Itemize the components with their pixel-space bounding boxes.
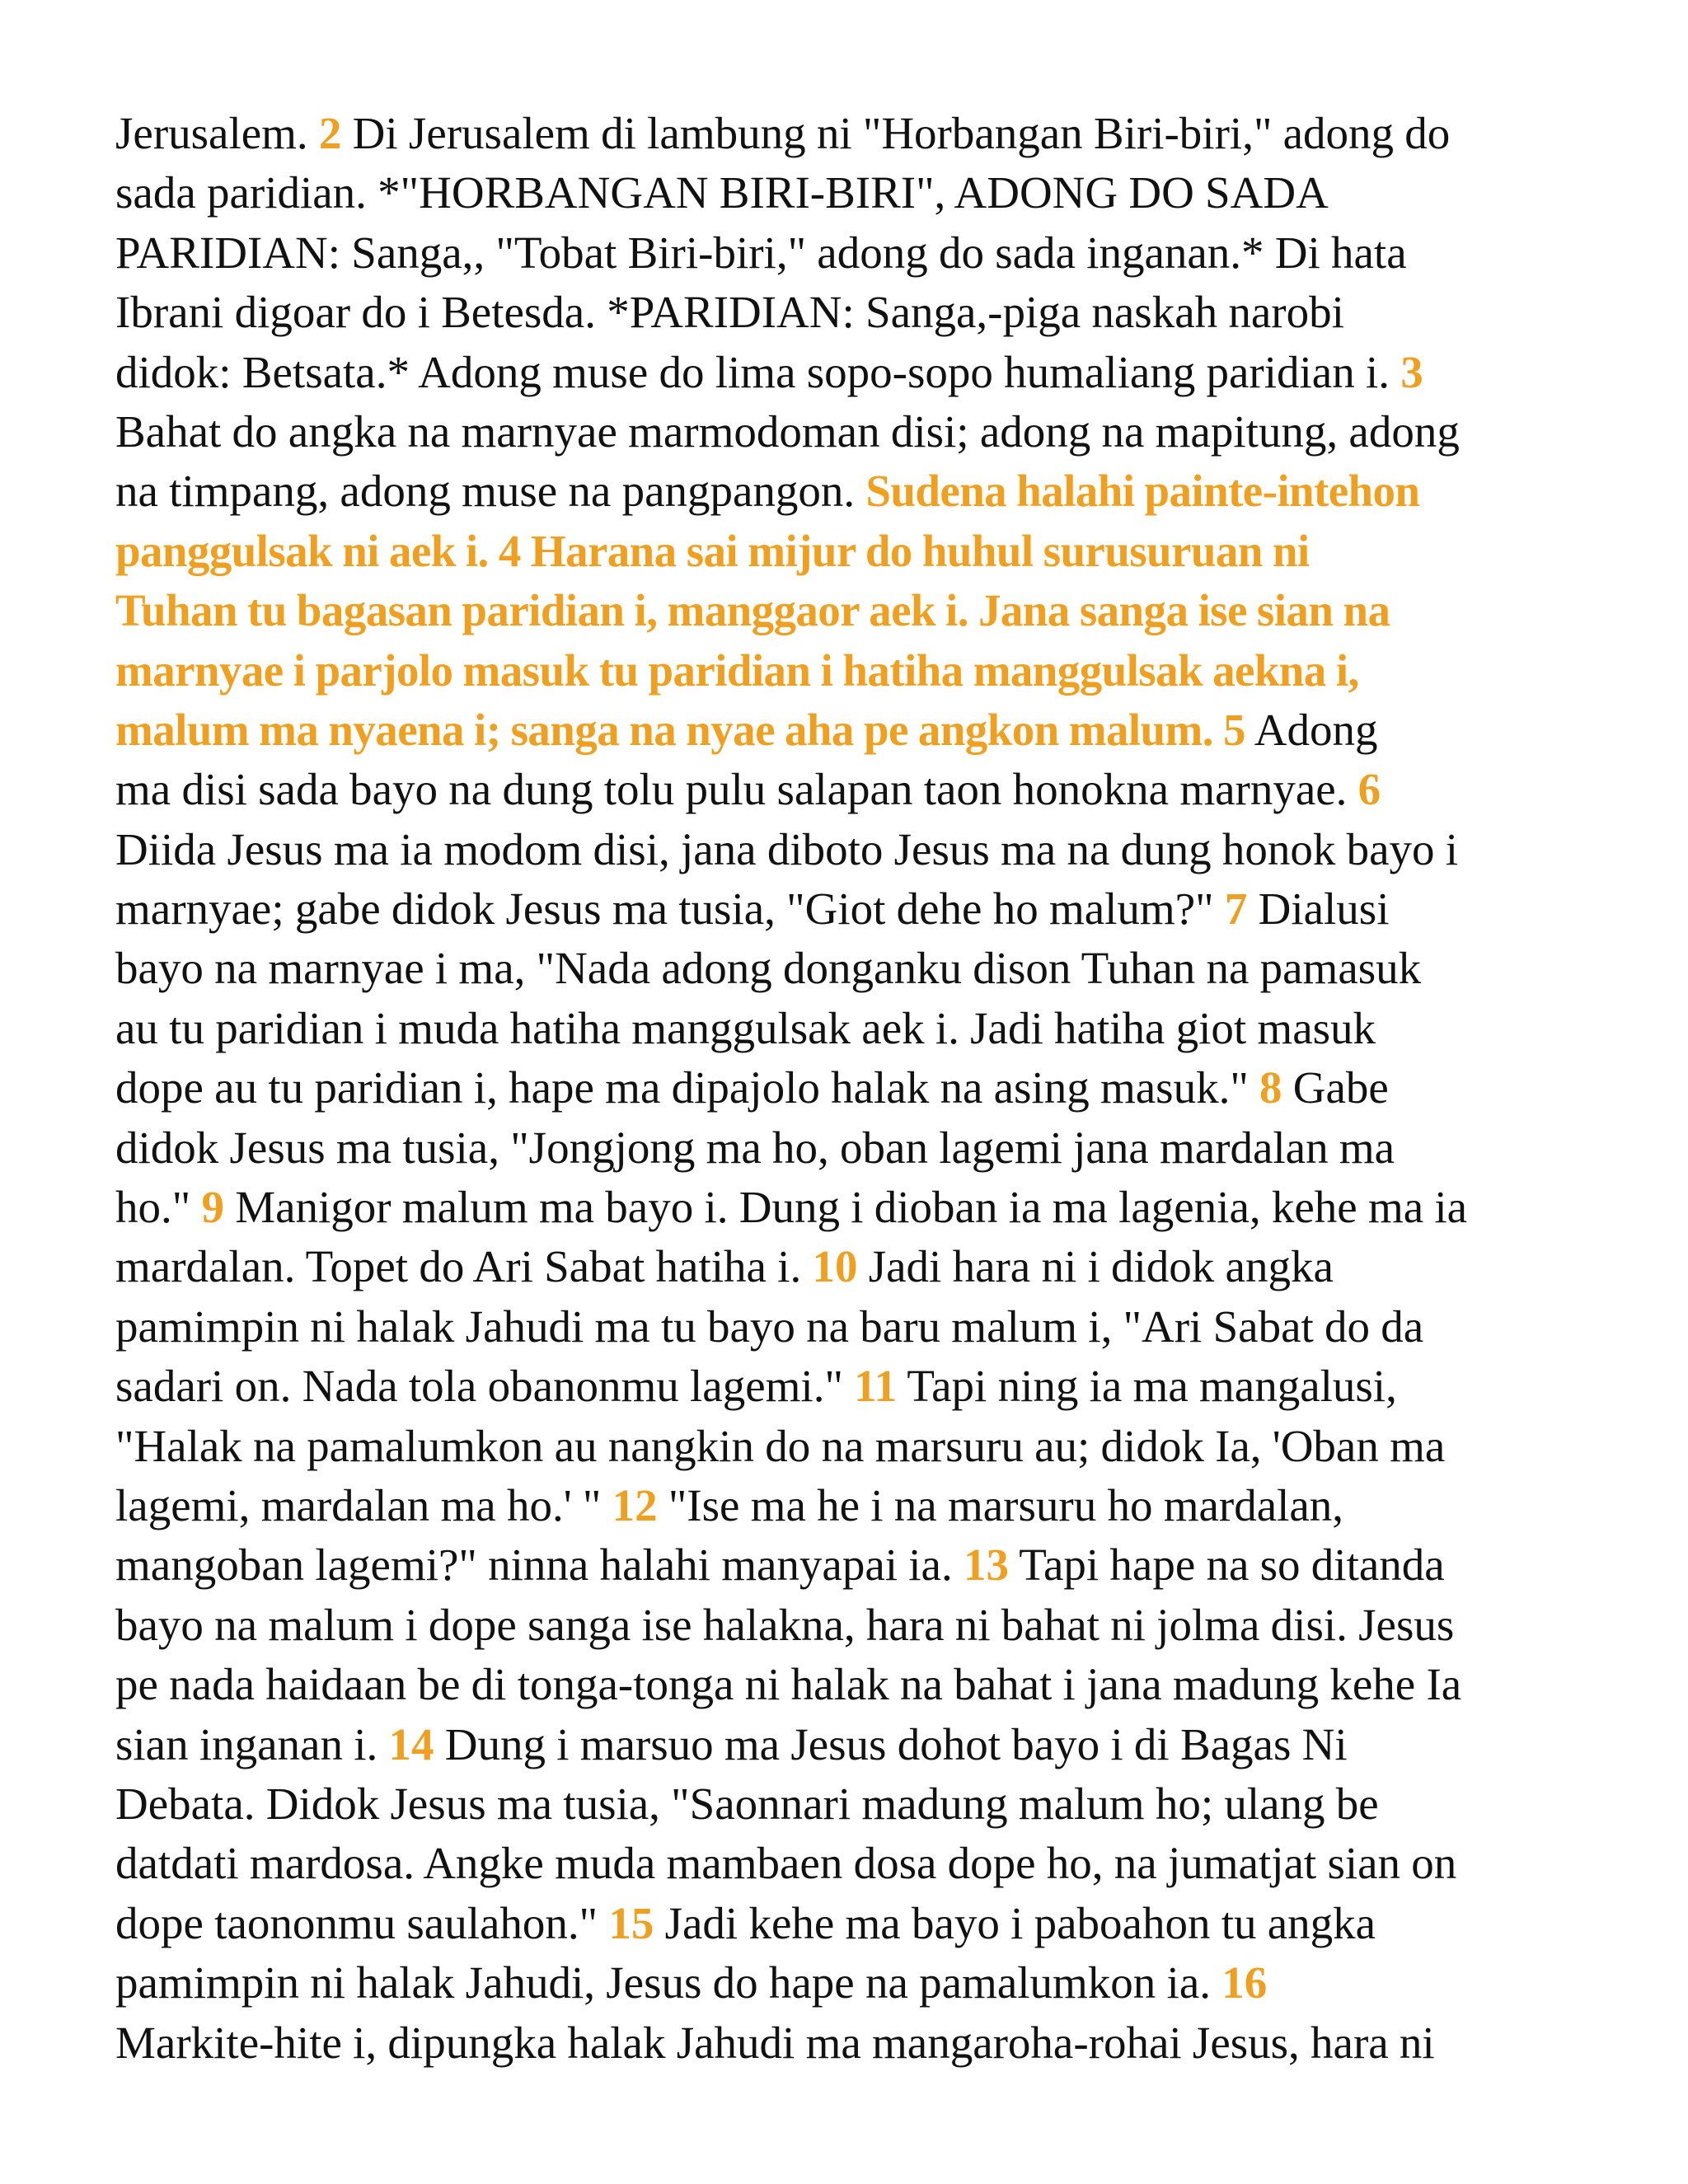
text-line <box>115 462 1582 521</box>
verse-text: Dung i marsuo ma Jesus dohot bayo i di Bagas Ni <box>434 1718 1348 1769</box>
verse-text: Ibrani digoar do i Betesda. *PARIDIAN: Sanga,-piga naskah narobi <box>115 287 1344 338</box>
verse-number: 5 <box>1223 704 1246 755</box>
verse-text: dope au tu paridian i, hape ma dipajolo halak na asing masuk." <box>115 1062 1260 1113</box>
verse-text: "Ise ma he i na marsuru ho mardalan, <box>657 1479 1344 1530</box>
text-line <box>115 1655 1582 1714</box>
verse-number: 13 <box>963 1540 1009 1591</box>
text-line <box>115 402 1582 462</box>
verse-text: Gabe <box>1282 1062 1389 1113</box>
text-line <box>115 879 1582 939</box>
highlighted-text: malum ma nyaena i; sanga na nyae aha pe angkon malum. <box>115 704 1224 755</box>
scripture-page <box>115 104 1582 2073</box>
verse-number: 11 <box>854 1361 898 1412</box>
text-line <box>115 701 1582 760</box>
text-line <box>115 223 1582 283</box>
verse-text: marnyae; gabe didok Jesus ma tusia, "Giot dehe ho malum?" <box>115 883 1225 935</box>
highlighted-text: panggulsak ni aek i. 4 Harana sai mijur do huhul surusuruan ni <box>115 525 1310 576</box>
verse-number: 3 <box>1400 346 1423 397</box>
verse-number: 16 <box>1221 1957 1268 2008</box>
text-line <box>115 760 1582 819</box>
verse-number: 7 <box>1224 883 1248 935</box>
text-line <box>115 163 1582 223</box>
text-line <box>115 1417 1582 1476</box>
text-line <box>115 1535 1582 1595</box>
text-line <box>115 1894 1582 1953</box>
verse-text: PARIDIAN: Sanga,, "Tobat Biri-biri," adong do sada inganan.* Di hata <box>115 227 1407 278</box>
text-line <box>115 1596 1582 1655</box>
verse-number: 9 <box>201 1182 224 1233</box>
verse-text: dope taononmu saulahon." <box>115 1897 609 1948</box>
text-line <box>115 581 1582 640</box>
verse-text: na timpang, adong muse na pangpangon. <box>115 466 866 517</box>
verse-text: "Halak na pamalumkon au nangkin do na marsuru au; didok Ia, 'Oban ma <box>115 1420 1446 1471</box>
verse-text: didok Jesus ma tusia, "Jongjong ma ho, oban lagemi jana mardalan ma <box>115 1122 1395 1173</box>
verse-number: 12 <box>612 1479 658 1530</box>
verse-text: Dialusi <box>1247 883 1390 935</box>
verse-text: lagemi, mardalan ma ho.' " <box>115 1479 612 1530</box>
highlighted-text: marnyae i parjolo masuk tu paridian i hatiha manggulsak aekna i, <box>115 644 1359 696</box>
verse-number: 2 <box>318 108 342 158</box>
verse-text: mangoban lagemi?" ninna halahi manyapai ia. <box>115 1540 964 1591</box>
verse-text: Jerusalem. <box>115 108 319 158</box>
text-line <box>115 939 1582 998</box>
verse-text: Jadi kehe ma bayo i paboahon tu angka <box>654 1897 1376 1948</box>
verse-text: Debata. Didok Jesus ma tusia, "Saonnari madung malum ho; ulang be <box>115 1778 1379 1829</box>
text-line <box>115 1476 1582 1535</box>
text-line <box>115 522 1582 581</box>
verse-text: bayo na marnyae i ma, "Nada adong donganku dison Tuhan na pamasuk <box>115 943 1422 994</box>
text-line <box>115 1058 1582 1118</box>
verse-text: ma disi sada bayo na dung tolu pulu salapan taon honokna marnyae. <box>115 764 1358 815</box>
verse-text: pamimpin ni halak Jahudi, Jesus do hape na pamalumkon ia. <box>115 1957 1222 2008</box>
text-line <box>115 641 1582 701</box>
text-line <box>115 283 1582 342</box>
verse-text: Diida Jesus ma ia modom disi, jana diboto Jesus ma na dung honok bayo i <box>115 823 1459 874</box>
verse-text: Tapi hape na so ditanda <box>1008 1540 1445 1591</box>
text-line <box>115 1118 1582 1178</box>
verse-text: Di Jerusalem di lambung ni "Horbangan Biri-biri," adong do <box>341 108 1451 158</box>
text-line <box>115 820 1582 879</box>
verse-text: didok: Betsata.* Adong muse do lima sopo-sopo humaliang paridian i. <box>115 346 1401 397</box>
verse-text: ho." <box>115 1182 202 1233</box>
text-line <box>115 1715 1582 1774</box>
highlighted-text: Tuhan tu bagasan paridian i, manggaor aek i. Jana sanga ise sian na <box>115 585 1390 636</box>
verse-number: 15 <box>608 1897 654 1948</box>
text-line <box>115 1237 1582 1296</box>
verse-text: Manigor malum ma bayo i. Dung i dioban ia ma lagenia, kehe ma ia <box>223 1182 1468 1233</box>
text-line <box>115 1834 1582 1893</box>
text-line <box>115 1953 1582 2013</box>
verse-text: sadari on. Nada tola obanonmu lagemi." <box>115 1361 855 1412</box>
verse-text: pe nada haidaan be di tonga-tonga ni halak na bahat i jana madung kehe Ia <box>115 1659 1462 1710</box>
text-line <box>115 1297 1582 1357</box>
verse-number: 8 <box>1259 1062 1282 1113</box>
verse-text: Adong <box>1245 704 1378 755</box>
verse-number: 6 <box>1357 764 1381 815</box>
verse-number: 14 <box>388 1718 434 1769</box>
verse-text: Bahat do angka na marnyae marmodoman disi; adong na mapitung, adong <box>115 405 1460 457</box>
verse-text: Jadi hara ni i didok angka <box>857 1241 1334 1292</box>
text-line <box>115 343 1582 402</box>
verse-text: Markite-hite i, dipungka halak Jahudi ma mangaroha-rohai Jesus, hara ni <box>115 2017 1435 2068</box>
verse-text: pamimpin ni halak Jahudi ma tu bayo na baru malum i, "Ari Sabat do da <box>115 1301 1424 1352</box>
verse-text: datdati mardosa. Angke muda mambaen dosa dope ho, na jumatjat sian on <box>115 1838 1457 1889</box>
verse-number: 10 <box>812 1241 858 1292</box>
text-line <box>115 2013 1582 2073</box>
verse-text: bayo na malum i dope sanga ise halakna, hara ni bahat ni jolma disi. Jesus <box>115 1599 1455 1650</box>
highlighted-text: Sudena halahi painte-intehon <box>865 466 1420 517</box>
verse-text: Tapi ning ia ma mangalusi, <box>897 1361 1397 1412</box>
text-line <box>115 1774 1582 1834</box>
text-line <box>115 1357 1582 1416</box>
text-line <box>115 104 1582 163</box>
text-line <box>115 1178 1582 1237</box>
verse-text: mardalan. Topet do Ari Sabat hatiha i. <box>115 1241 813 1292</box>
verse-text: sian inganan i. <box>115 1718 389 1769</box>
text-line <box>115 999 1582 1058</box>
verse-text: au tu paridian i muda hatiha manggulsak aek i. Jadi hatiha giot masuk <box>115 1002 1376 1053</box>
verse-text: sada paridian. *"HORBANGAN BIRI-BIRI", ADONG DO SADA <box>115 167 1329 218</box>
